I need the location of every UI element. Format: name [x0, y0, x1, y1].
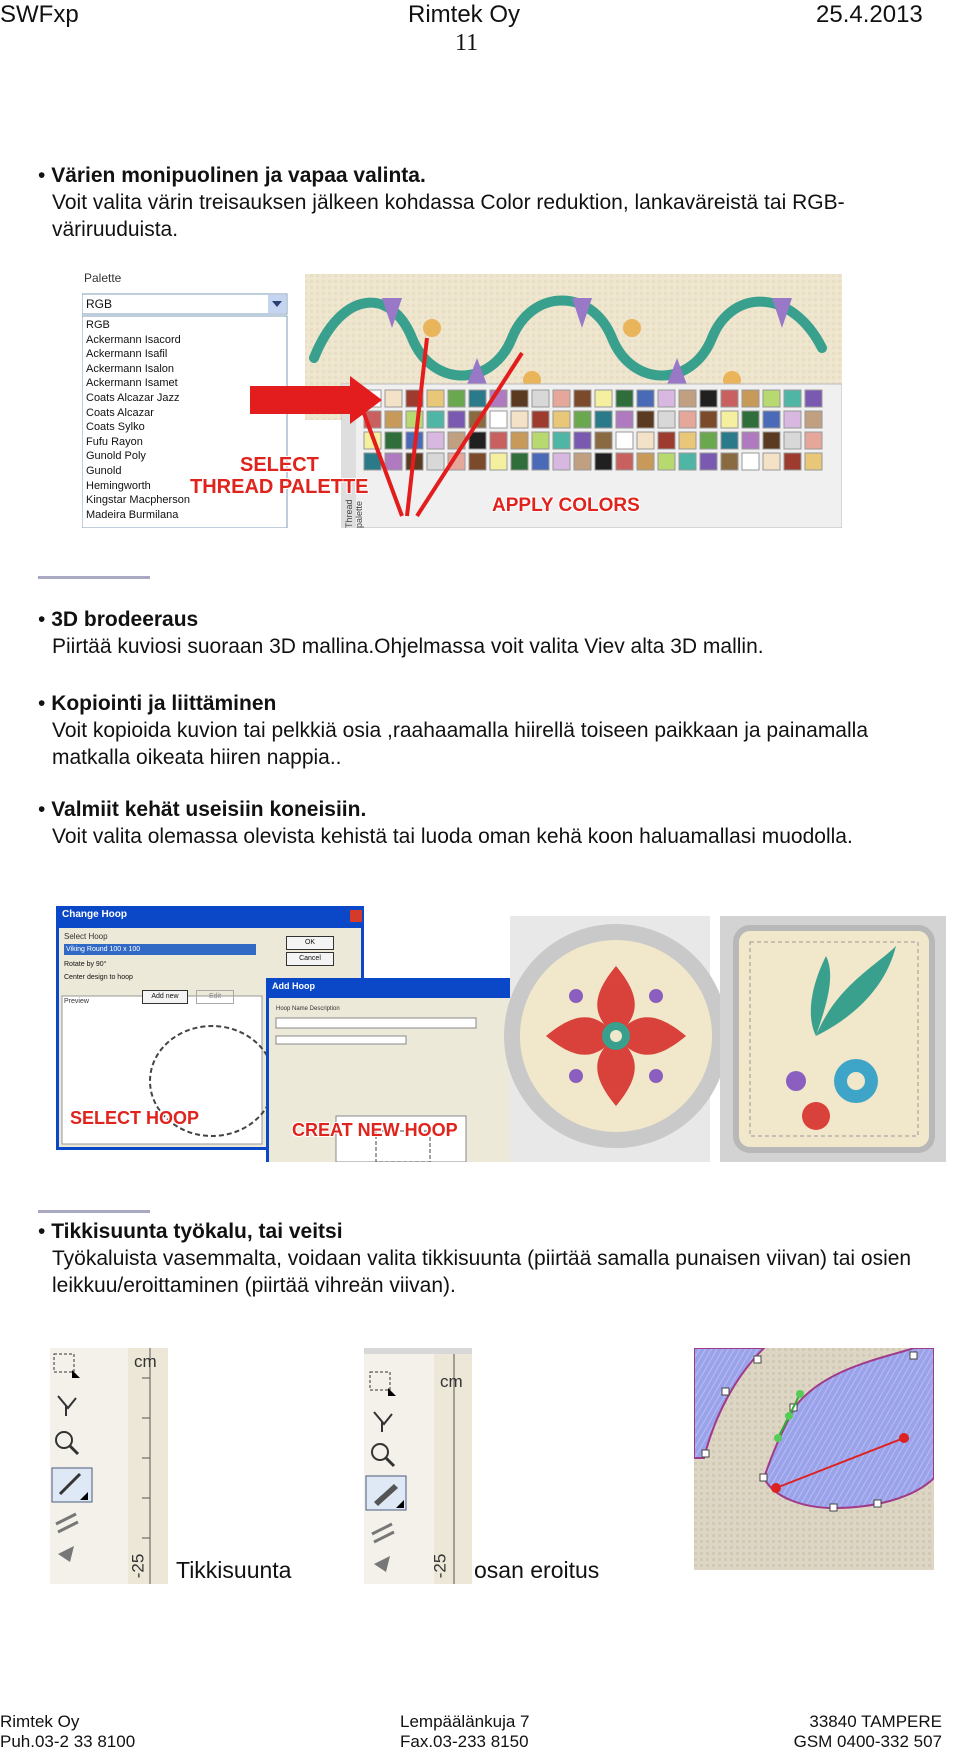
section-body: Voit kopioida kuvion tai pelkkiä osia ,raahaamalla hiirellä toiseen paikkaan ja painamalla matkalla oikeata hiiren nappia..: [52, 719, 868, 769]
color-swatch[interactable]: [511, 411, 528, 428]
section-copy: • Kopiointi ja liittäminen Voit kopioida kuvion tai pelkkiä osia ,raahaamalla hiirellä toiseen paikkaan ja painamalla matkalla oikeata hiiren nappia..: [38, 690, 958, 771]
palette-list: [86, 318, 190, 522]
color-swatch[interactable]: [658, 390, 675, 407]
color-swatch[interactable]: [742, 411, 759, 428]
section-3d: • 3D brodeeraus Piirtää kuviosi suoraan 3D mallina.Ohjelmassa voit valita Viev alta 3D mallin.: [38, 606, 958, 660]
color-swatch[interactable]: [427, 411, 444, 428]
color-swatch[interactable]: [469, 390, 486, 407]
color-swatch[interactable]: [490, 432, 507, 449]
cancel-button[interactable]: Cancel: [286, 952, 334, 966]
change-hoop-title: Change Hoop: [62, 909, 127, 920]
section-hoops: • Valmiit kehät useisiin koneisiin. Voit valita olemassa olevista kehistä tai luoda oman kehä koon haluamallasi muodolla.: [38, 796, 958, 850]
palette-list-item[interactable]: Ackermann Isacord: [86, 333, 181, 346]
divider: [38, 1210, 150, 1213]
page-number: 11: [455, 30, 479, 56]
section-body: Piirtää kuviosi suoraan 3D mallina.Ohjelmassa voit valita Viev alta 3D mallin.: [52, 635, 764, 658]
color-swatch[interactable]: [448, 390, 465, 407]
color-swatch[interactable]: [574, 432, 591, 449]
color-swatch[interactable]: [490, 453, 507, 470]
stitch-shape-screenshot: [694, 1348, 934, 1570]
color-swatch[interactable]: [700, 390, 717, 407]
header-date: 25.4.2013: [816, 1, 923, 28]
footer-line: 33840 TAMPERE: [809, 1712, 942, 1731]
color-swatch[interactable]: [574, 453, 591, 470]
color-swatch[interactable]: [658, 453, 675, 470]
color-swatch[interactable]: [637, 453, 654, 470]
color-swatch[interactable]: [469, 453, 486, 470]
palette-list-item[interactable]: Gunold Poly: [86, 450, 146, 463]
label-select-hoop: SELECT HOOP: [70, 1108, 200, 1128]
color-swatch[interactable]: [616, 453, 633, 470]
palette-screenshot: [82, 268, 842, 528]
divider: [38, 576, 150, 579]
palette-list-item[interactable]: RGB: [86, 319, 110, 331]
color-swatch[interactable]: [721, 411, 738, 428]
color-swatch[interactable]: [721, 453, 738, 470]
color-swatch[interactable]: [385, 411, 402, 428]
label-thread-palette: THREAD PALETTE: [190, 476, 369, 498]
color-swatch[interactable]: [805, 453, 822, 470]
ruler-unit: cm: [440, 1372, 463, 1391]
color-swatch[interactable]: [595, 411, 612, 428]
color-swatch[interactable]: [805, 432, 822, 449]
color-swatch[interactable]: [616, 432, 633, 449]
edit-button[interactable]: Edit: [196, 990, 234, 1004]
preview-label: Preview: [64, 998, 89, 1005]
color-swatch[interactable]: [805, 411, 822, 428]
color-swatch[interactable]: [679, 390, 696, 407]
footer-company: [0, 1712, 135, 1752]
color-swatch[interactable]: [385, 432, 402, 449]
color-swatch[interactable]: [721, 432, 738, 449]
palette-list-item[interactable]: Ackermann Isamet: [86, 377, 178, 390]
palette-list-item[interactable]: Hemingworth: [86, 479, 151, 492]
section-title: Valmiit kehät useisiin koneisiin.: [51, 798, 367, 821]
color-swatch[interactable]: [511, 453, 528, 470]
caption-stitch-direction: Tikkisuunta: [176, 1557, 292, 1583]
hoop-name-label: Hoop Name Description: [276, 1006, 340, 1012]
color-swatch[interactable]: [574, 390, 591, 407]
select-hoop-label: Select Hoop: [64, 932, 108, 941]
color-swatch[interactable]: [784, 390, 801, 407]
color-swatch[interactable]: [385, 390, 402, 407]
color-swatch[interactable]: [427, 390, 444, 407]
footer-line: Rimtek Oy: [0, 1712, 80, 1731]
color-swatch[interactable]: [595, 432, 612, 449]
ok-button[interactable]: OK: [286, 936, 334, 950]
section-title: 3D brodeeraus: [51, 608, 199, 631]
color-swatch[interactable]: [805, 390, 822, 407]
color-swatch[interactable]: [553, 390, 570, 407]
add-new-button[interactable]: Add new: [142, 990, 188, 1004]
color-swatch[interactable]: [490, 411, 507, 428]
palette-label: Palette: [84, 271, 122, 285]
color-swatch[interactable]: [448, 411, 465, 428]
color-swatch[interactable]: [658, 411, 675, 428]
section-colors: • Värien monipuolinen ja vapaa valinta. Voit valita värin treisauksen jälkeen kohdassa Color reduktion, lankaväreistä tai RGB-väriruuduista.: [38, 162, 958, 243]
palette-list-item[interactable]: Coats Alcazar: [86, 406, 154, 419]
caption-separate: osan eroitus: [474, 1557, 600, 1583]
color-swatch[interactable]: [658, 432, 675, 449]
footer-line: GSM 0400-332 507: [793, 1732, 942, 1751]
footer-city: [782, 1712, 942, 1752]
toolbar-stitch-direction: [50, 1348, 168, 1584]
color-swatch[interactable]: [532, 390, 549, 407]
color-swatch[interactable]: [574, 411, 591, 428]
label-apply-colors: APPLY COLORS: [492, 495, 640, 516]
color-swatch[interactable]: [532, 453, 549, 470]
color-swatch[interactable]: [700, 432, 717, 449]
footer-address: [400, 1712, 529, 1752]
section-title: Kopiointi ja liittäminen: [51, 692, 277, 715]
footer-line: Fax.03-233 8150: [400, 1732, 529, 1751]
color-swatch[interactable]: [637, 390, 654, 407]
hoop-screenshot: [56, 906, 946, 1162]
color-swatch[interactable]: [742, 390, 759, 407]
footer-line: Puh.03-2 33 8100: [0, 1732, 136, 1751]
color-swatch[interactable]: [721, 390, 738, 407]
label-create-hoop: CREAT NEW HOOP: [292, 1120, 458, 1140]
color-swatch[interactable]: [637, 432, 654, 449]
color-swatch[interactable]: [385, 453, 402, 470]
header-company: Rimtek Oy: [408, 1, 521, 28]
section-title: Tikkisuunta työkalu, tai veitsi: [51, 1220, 343, 1243]
thread-palette-tab: Thread palette: [344, 499, 364, 528]
add-hoop-title: Add Hoop: [272, 981, 315, 991]
palette-list-item[interactable]: Gunold: [86, 464, 122, 477]
color-swatch[interactable]: [532, 432, 549, 449]
color-swatch[interactable]: [763, 432, 780, 449]
palette-list-item[interactable]: Coats Alcazar Jazz: [86, 391, 180, 404]
section-body: Työkaluista vasemmalta, voidaan valita tikkisuunta (piirtää samalla punaisen viivan) tai osien leikkuu/eroittaminen (piirtää vihreän viivan).: [52, 1247, 912, 1297]
color-swatch[interactable]: [784, 411, 801, 428]
color-swatch[interactable]: [763, 453, 780, 470]
color-swatch[interactable]: [595, 390, 612, 407]
ruler-number: -25: [128, 1553, 148, 1579]
color-swatch[interactable]: [784, 432, 801, 449]
color-swatch[interactable]: [532, 411, 549, 428]
ruler-unit: cm: [134, 1352, 157, 1371]
color-swatch[interactable]: [742, 453, 759, 470]
footer-line: Lempäälänkuja 7: [400, 1712, 530, 1731]
color-swatch[interactable]: [700, 411, 717, 428]
palette-list-item[interactable]: Coats Sylko: [86, 421, 145, 434]
color-swatch[interactable]: [679, 411, 696, 428]
color-swatch[interactable]: [637, 411, 654, 428]
color-swatch[interactable]: [679, 453, 696, 470]
palette-list-item[interactable]: Ackermann Isalon: [86, 362, 175, 375]
toolbar-knife: [364, 1348, 472, 1584]
section-knife: • Tikkisuunta työkalu, tai veitsi Työkaluista vasemmalta, voidaan valita tikkisuunta (piirtää samalla punaisen viivan) tai osien leikkuu/eroittaminen (piirtää vihreän viivan).: [38, 1218, 958, 1299]
color-swatch[interactable]: [511, 390, 528, 407]
color-swatch[interactable]: [427, 432, 444, 449]
palette-list-item[interactable]: Fufu Rayon: [86, 435, 143, 448]
color-swatch[interactable]: [553, 432, 570, 449]
color-swatch[interactable]: [511, 432, 528, 449]
section-body: Voit valita värin treisauksen jälkeen kohdassa Color reduktion, lankaväreistä tai RGB-väriruuduista.: [52, 191, 845, 241]
palette-list-item[interactable]: Kingstar Macpherson: [86, 494, 190, 507]
color-swatch[interactable]: [595, 453, 612, 470]
rotate-checkbox[interactable]: Rotate by 90°: [64, 961, 107, 968]
color-swatch[interactable]: [700, 453, 717, 470]
color-swatch[interactable]: [553, 411, 570, 428]
color-swatch[interactable]: [616, 411, 633, 428]
color-swatch[interactable]: [742, 432, 759, 449]
color-swatch[interactable]: [763, 390, 780, 407]
palette-list-item[interactable]: Madeira Burmilana: [86, 508, 179, 521]
header-company-short: SWFxp: [0, 1, 79, 28]
color-swatch[interactable]: [427, 453, 444, 470]
palette-list-item[interactable]: Ackermann Isafil: [86, 348, 168, 361]
hoop-select[interactable]: Viking Round 100 x 100: [64, 944, 256, 955]
color-swatch[interactable]: [616, 390, 633, 407]
label-select: SELECT: [240, 454, 319, 476]
color-swatch[interactable]: [763, 411, 780, 428]
color-swatch[interactable]: [784, 453, 801, 470]
section-body: Voit valita olemassa olevista kehistä tai luoda oman kehä koon haluamallasi muodolla.: [52, 825, 853, 848]
color-swatch[interactable]: [679, 432, 696, 449]
section-title: Värien monipuolinen ja vapaa valinta.: [51, 164, 426, 187]
color-swatch[interactable]: [553, 453, 570, 470]
ruler-number: -25: [430, 1553, 450, 1579]
center-checkbox[interactable]: Center design to hoop: [64, 974, 133, 981]
palette-select[interactable]: RGB: [86, 297, 113, 311]
